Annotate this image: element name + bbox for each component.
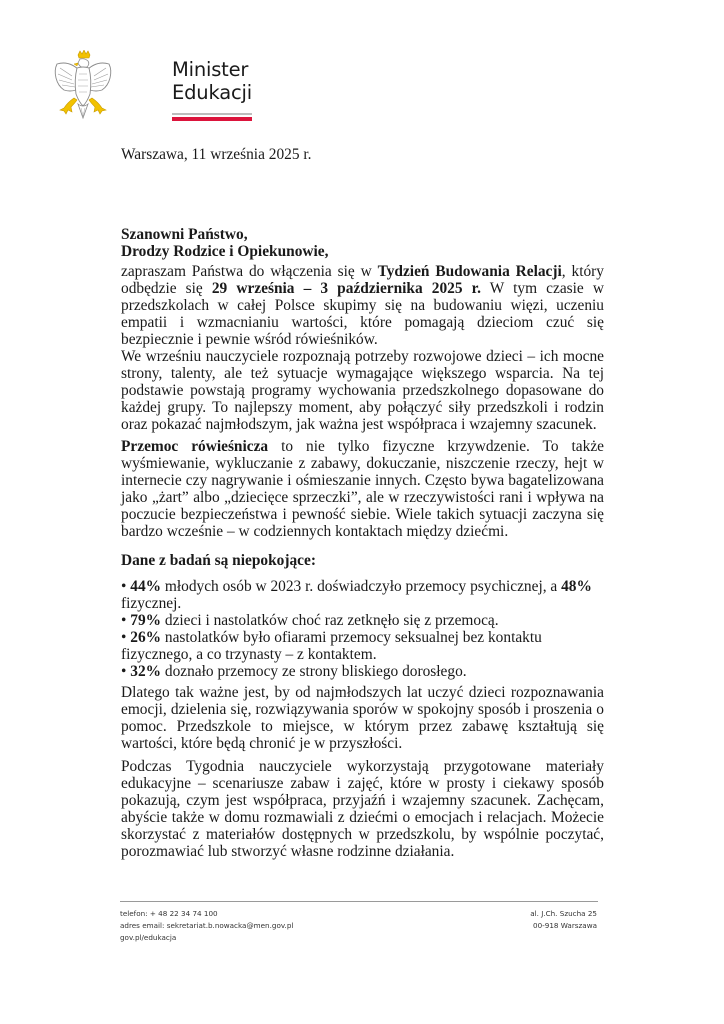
ministry-logo	[52, 50, 252, 125]
event-name: Tydzień Budowania Relacji	[377, 263, 562, 280]
footer-contact	[120, 908, 293, 944]
paragraph-peer-violence	[121, 438, 604, 540]
polish-eagle-icon	[52, 50, 114, 122]
peer-violence-term: Przemoc rówieśnicza	[121, 438, 269, 455]
bullet: •	[121, 612, 131, 629]
footer-email[interactable]: adres email: sekretariat.b.nowacka@men.gov.pl	[120, 921, 294, 930]
stats-list	[121, 578, 604, 680]
footer-address-line-2: 00-918 Warszawa	[533, 921, 597, 930]
text-run: to nie tylko fizyczne krzywdzenie. To także wyśmiewanie, wykluczanie z zabawy, dokuczanie, niszczenie rzeczy, hejt w internecie czy nagrywanie i ośmieszanie innych. Często bywa bagatelizowana jako „żart” albo „dziecięce sprzeczki”, ale w rzeczywistości rani i wpływa na poczucie bezpieczeństwa i pewność siebie. Wiele takich sytuacji zaczyna się bardzo wcześnie – w codziennych kontaktach między dziećmi.	[121, 438, 604, 540]
stats-item	[121, 578, 604, 612]
stat-text: doznało przemocy ze strony bliskiego dorosłego.	[161, 663, 467, 680]
stats-item	[121, 629, 604, 663]
logo-rule-gray	[172, 113, 252, 115]
bullet: •	[121, 578, 131, 595]
logo-line-1: Minister	[172, 58, 249, 81]
logo-rule-red	[172, 117, 252, 121]
ministry-name	[172, 58, 252, 104]
event-dates: 29 września – 3 października 2025 r.	[211, 280, 481, 297]
stat-text: nastolatków było ofiarami przemocy seksualnej bez kontaktu fizycznego, a co trzynasty – z kontaktem.	[121, 629, 542, 663]
salutation-line-2: Drodzy Rodzice i Opiekunowie,	[121, 243, 329, 260]
text-run: W tym czasie w przedszkolach w całej Polsce skupimy się na budowaniu więzi, uczeniu empatii i wzmacnianiu wartości, które pomagają dzieciom czuć się bezpiecznie i pewnie wśród rówieśników.	[121, 280, 604, 348]
salutation	[121, 226, 604, 260]
stat-text: młodych osób w 2023 r. doświadczyło przemocy psychicznej, a	[161, 578, 562, 595]
stat-percent: 79%	[130, 612, 162, 629]
paragraph-september: We wrześniu nauczyciele rozpoznają potrzeby rozwojowe dzieci – ich mocne strony, talenty, ale też sytuacje wymagające większego wsparcia. Na tej podstawie powstają programy wychowania przedszkolnego dopasowane do każdej grupy. To najlepszy moment, aby połączyć siły przedszkoli i rodzin oraz pokazać najmłodszym, jak ważna jest współpraca i wzajemny szacunek.	[121, 348, 604, 433]
stat-text: fizycznej.	[121, 595, 182, 612]
letter-date: Warszawa, 11 września 2025 r.	[121, 146, 312, 163]
footer-address-line-1: al. J.Ch. Szucha 25	[530, 909, 597, 918]
footer-website[interactable]: gov.pl/edukacja	[120, 933, 177, 942]
footer-address	[530, 908, 597, 932]
paragraph-early-education: Dlatego tak ważne jest, by od najmłodszych lat uczyć dzieci rozpoznawania emocji, dzielenia się, rozwiązywania sporów w spokojny sposób i proszenia o pomoc. Przedszkole to miejsce, w którym przez zabawę kształtują się wartości, które będą chronić je w przyszłości.	[121, 684, 604, 752]
logo-line-2: Edukacji	[172, 81, 252, 104]
stat-percent: 48%	[561, 578, 592, 595]
paragraph-week-activities: Podczas Tygodnia nauczyciele wykorzystają przygotowane materiały edukacyjne – scenariusze zabaw i zajęć, które w prosty i ciekawy sposób pokazują, czym jest współpraca, przyjaźń i wzajemny szacunek. Zachęcam, abyście także w domu rozmawiali z dziećmi o emocjach i relacjach. Możecie skorzystać z materiałów dostępnych w przedszkolu, by wspólnie poczytać, porozmawiać lub stworzyć własne rodzinne działania.	[121, 758, 604, 860]
bullet: •	[121, 629, 131, 646]
stat-text: dzieci i nastolatków choć raz zetknęło się z przemocą.	[161, 612, 499, 629]
stats-item	[121, 612, 604, 629]
stat-percent: 32%	[130, 663, 162, 680]
stat-percent: 26%	[130, 629, 162, 646]
footer-phone: telefon: + 48 22 34 74 100	[120, 909, 218, 918]
salutation-line-1: Szanowni Państwo,	[121, 226, 248, 243]
footer-divider	[120, 901, 598, 902]
bullet: •	[121, 663, 131, 680]
text-run: , który odbędzie się	[121, 263, 605, 297]
stats-item	[121, 663, 604, 680]
text-run: zapraszam Państwa do włączenia się w	[121, 263, 378, 280]
stat-percent: 44%	[130, 578, 162, 595]
paragraph-invitation	[121, 263, 604, 348]
stats-heading: Dane z badań są niepokojące:	[121, 552, 316, 569]
